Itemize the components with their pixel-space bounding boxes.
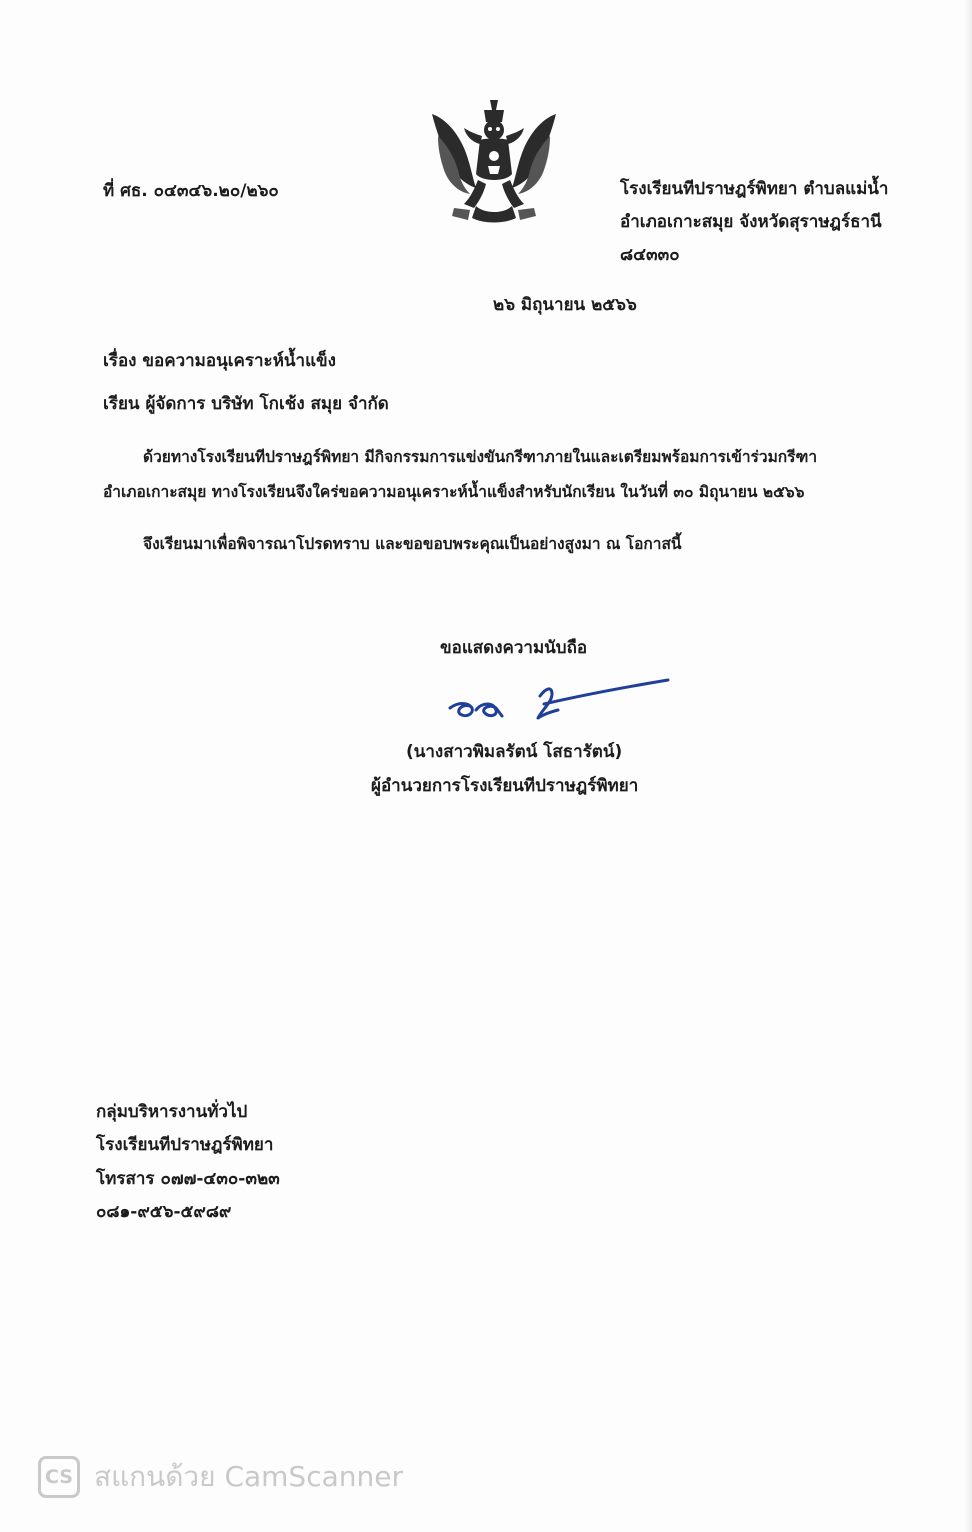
- body-paragraph1-line1: ด้วยทางโรงเรียนทีปราษฎร์พิทยา มีกิจกรรมการแข่งขันกรีฑาภายในและเตรียมพร้อมการเข้าร่วมกรีฑา: [143, 448, 818, 466]
- letter-date: ๒๖ มิถุนายน ๒๕๖๖: [493, 295, 637, 315]
- footer-school: โรงเรียนทีปราษฎร์พิทยา: [96, 1135, 274, 1155]
- reference-number: ที่ ศธ. ๐๔๓๔๖.๒๐/๒๖๐: [103, 181, 279, 201]
- sender-address-line2: อำเภอเกาะสมุย จังหวัดสุราษฎร์ธานี: [620, 212, 882, 232]
- handwritten-signature: [440, 674, 675, 734]
- garuda-emblem-icon: [424, 96, 564, 226]
- camscanner-watermark-text: สแกนด้วย CamScanner: [94, 1460, 403, 1493]
- signer-name: (นางสาวพิมลรัตน์ โสธารัตน์): [406, 742, 623, 762]
- camscanner-watermark: [38, 1454, 403, 1500]
- sender-postcode: ๘๔๓๓๐: [620, 245, 680, 265]
- footer-department: กลุ่มบริหารงานทั่วไป: [96, 1102, 248, 1122]
- letter-subject: เรื่อง ขอความอนุเคราะห์น้ำแข็ง: [103, 351, 336, 371]
- body-paragraph2: จึงเรียนมาเพื่อพิจารณาโปรดทราบ และขอขอบพระคุณเป็นอย่างสูงมา ณ โอกาสนี้: [143, 535, 682, 553]
- sender-address-line1: โรงเรียนทีปราษฎร์พิทยา ตำบลแม่น้ำ: [620, 179, 889, 199]
- closing-salutation: ขอแสดงความนับถือ: [440, 638, 588, 658]
- camscanner-logo-icon: CS: [38, 1456, 80, 1498]
- footer-fax: โทรสาร ๐๗๗-๔๓๐-๓๒๓: [96, 1169, 280, 1189]
- signer-title: ผู้อำนวยการโรงเรียนทีปราษฎร์พิทยา: [371, 776, 639, 796]
- body-paragraph1-line2: อำเภอเกาะสมุย ทางโรงเรียนจึงใคร่ขอความอนุเคราะห์น้ำแข็งสำหรับนักเรียน ในวันที่ ๓๐ มิถุนายน ๒๕๖๖: [103, 483, 805, 501]
- scan-edge-shadow: [962, 0, 972, 1532]
- letter-recipient: เรียน ผู้จัดการ บริษัท โกเช้ง สมุย จำกัด: [103, 394, 389, 414]
- footer-phone: ๐๘๑-๙๕๖-๕๙๘๙: [96, 1202, 232, 1222]
